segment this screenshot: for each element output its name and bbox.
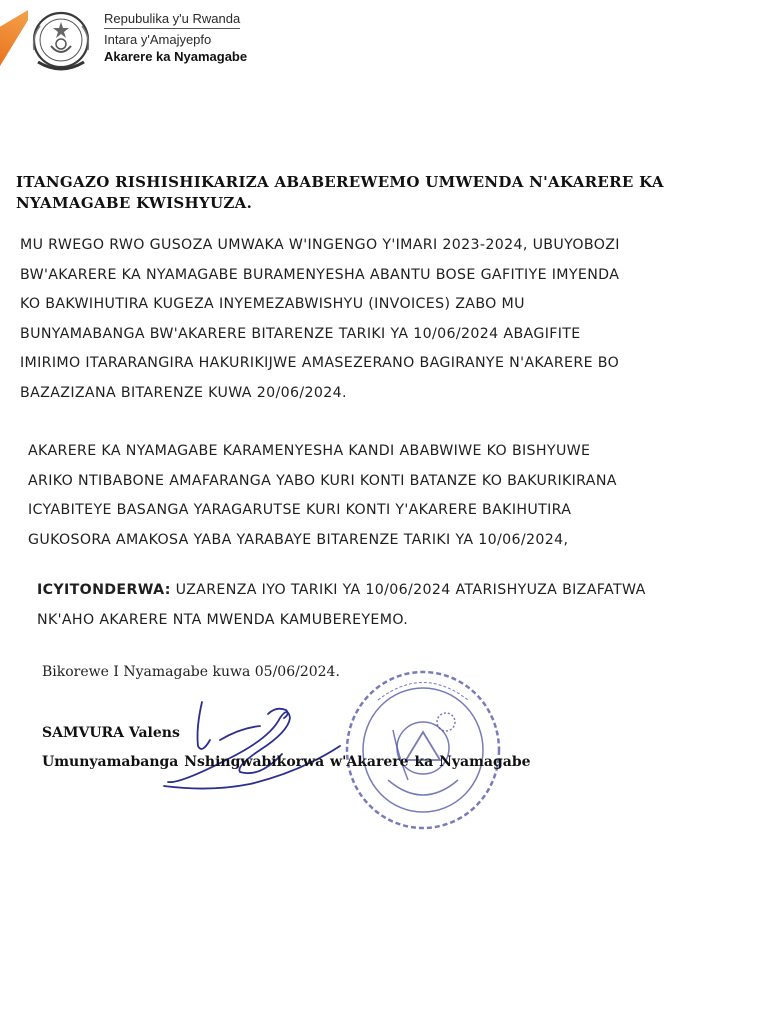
- letterhead-district: Akarere ka Nyamagabe: [104, 49, 248, 64]
- paragraph-line: AKARERE KA NYAMAGABE KARAMENYESHA KANDI ABABWIWE KO BISHYUWE: [28, 443, 591, 459]
- note-line-1: [37, 576, 646, 606]
- signer-title: Umunyamabanga Nshingwabikorwa w'Akarere ka Nyamagabe: [42, 754, 531, 770]
- letterhead-province: Intara y'Amajyepfo: [104, 32, 212, 47]
- note-line-2: NK'AHO AKARERE NTA MWENDA KAMUBEREYEMO.: [37, 611, 409, 628]
- paragraph-line: KO BAKWIHUTIRA KUGEZA INYEMEZABWISHYU (INVOICES) ZABO MU: [20, 296, 525, 312]
- notice-title-line: ITANGAZO RISHISHIKARIZA ABABEREWEMO UMWENDA N'AKARERE KA: [16, 173, 664, 191]
- paragraph-line: IMIRIMO ITARARANGIRA HAKURIKIJWE AMASEZERANO BAGIRANYE N'AKARERE BO: [20, 355, 620, 371]
- handwritten-signature-icon: [140, 688, 380, 798]
- notice-paragraph-1: [20, 231, 620, 408]
- letterhead: [104, 10, 247, 65]
- corner-accent-stripe: [0, 10, 28, 66]
- signer-name: SAMVURA Valens: [42, 725, 180, 741]
- notice-note: [37, 576, 646, 635]
- letterhead-country: Repubulika y'u Rwanda: [104, 10, 240, 29]
- signing-date-line: Bikorewe I Nyamagabe kuwa 05/06/2024.: [42, 664, 340, 680]
- paragraph-line: ICYABITEYE BASANGA YARAGARUTSE KURI KONTI Y'AKARERE BAKIHUTIRA: [28, 502, 572, 518]
- note-text: UZARENZA IYO TARIKI YA 10/06/2024 ATARISHYUZA BIZAFATWA: [170, 582, 646, 598]
- notice-paragraph-2: [28, 437, 617, 555]
- paragraph-line: BAZAZIZANA BITARENZE KUWA 20/06/2024.: [20, 384, 347, 401]
- paragraph-line: BUNYAMABANGA BW'AKARERE BITARENZE TARIKI YA 10/06/2024 ABAGIFITE: [20, 325, 581, 342]
- paragraph-line: GUKOSORA AMAKOSA YABA YARABAYE BITARENZE TARIKI YA 10/06/2024,: [28, 531, 569, 548]
- notice-title-line: NYAMAGABE KWISHYUZA.: [16, 194, 253, 212]
- paragraph-line: MU RWEGO RWO GUSOZA UMWAKA W'INGENGO Y'IMARI 2023-2024, UBUYOBOZI: [20, 237, 620, 253]
- coat-of-arms-icon: [26, 6, 96, 78]
- notice-title: [16, 172, 716, 214]
- paragraph-line: BW'AKARERE KA NYAMAGABE BURAMENYESHA ABANTU BOSE GAFITIYE IMYENDA: [20, 266, 620, 283]
- note-label: ICYITONDERWA:: [37, 582, 171, 598]
- paragraph-line: ARIKO NTIBABONE AMAFARANGA YABO KURI KONTI BATANZE KO BAKURIKIRANA: [28, 472, 617, 489]
